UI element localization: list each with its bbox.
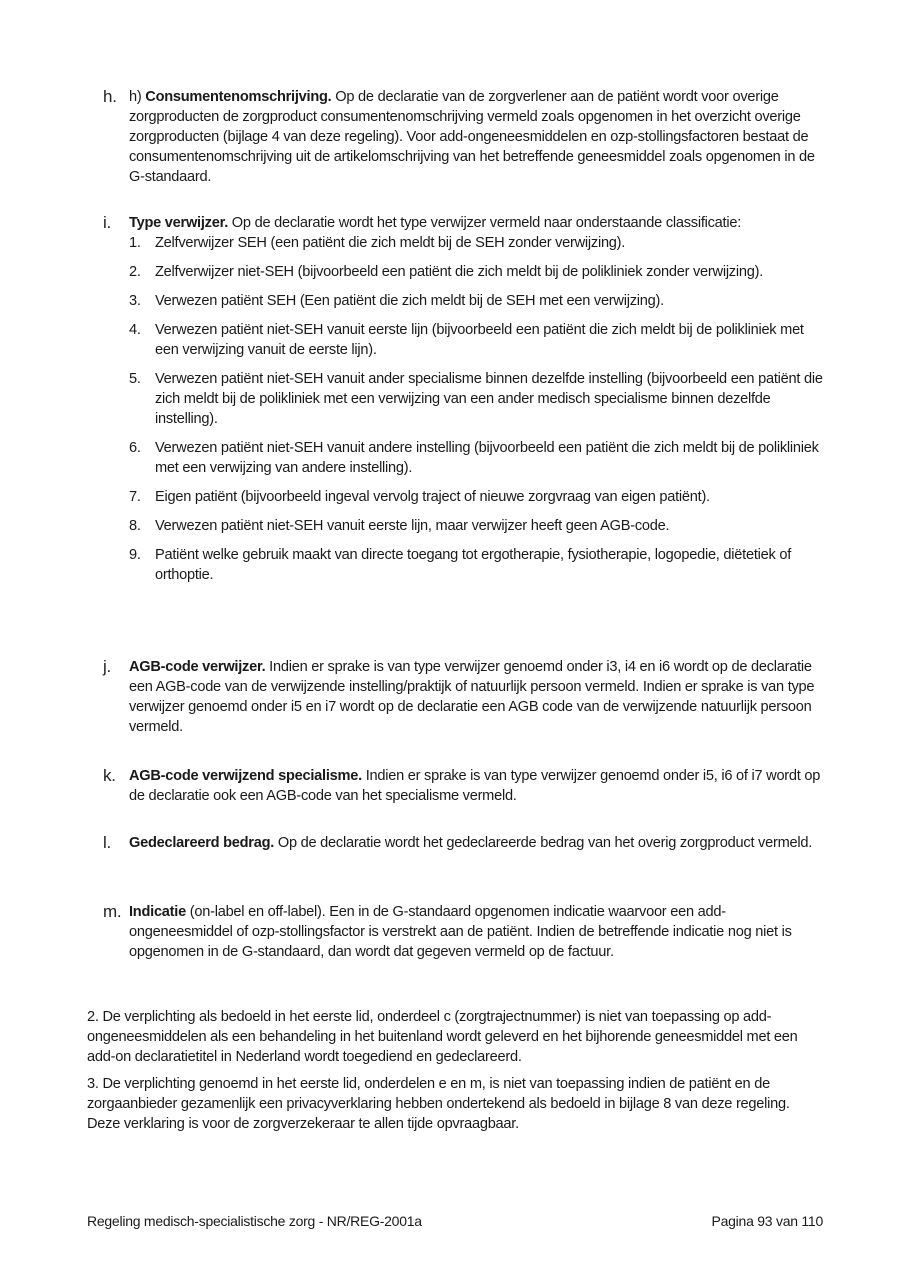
list-item	[129, 438, 823, 478]
list-item	[129, 545, 823, 585]
item-heading: AGB-code verwijzend specialisme.	[129, 768, 362, 784]
list-item	[129, 233, 823, 253]
list-number: 9.	[129, 547, 141, 563]
list-text: Verwezen patiënt niet-SEH vanuit eerste lijn, maar verwijzer heeft geen AGB-code.	[155, 518, 670, 534]
item-text: Indien er sprake is van type verwijzer genoemd onder i5, i6 of i7 wordt op de declaratie ook een AGB-code van het specialisme vermeld.	[129, 768, 821, 804]
list-text: Verwezen patiënt SEH (Een patiënt die zich meldt bij de SEH met een verwijzing).	[155, 293, 664, 309]
list-item	[129, 262, 823, 282]
item-heading: Consumentenomschrijving.	[145, 89, 332, 105]
item-text: Op de declaratie wordt het type verwijzer vermeld naar onderstaande classificatie:	[228, 215, 741, 231]
footer-page-number: Pagina 93 van 110	[711, 1213, 823, 1229]
item-heading: Type verwijzer.	[129, 215, 228, 231]
item-text: (on-label en off-label). Een in de G-standaard opgenomen indicatie waarvoor een add-ongeneesmiddel of ozp-stollingsfactor is verstrekt aan de patiënt. Indien de betreffende indicatie nog niet is opgenomen in de G-standaard, dan wordt dat gegeven vermeld op de factuur.	[129, 904, 792, 960]
footer-document-title: Regeling medisch-specialistische zorg - NR/REG-2001a	[87, 1213, 422, 1229]
list-number: 6.	[129, 440, 141, 456]
item-m	[103, 902, 823, 962]
list-text: Verwezen patiënt niet-SEH vanuit eerste lijn (bijvoorbeeld een patiënt die zich meldt bij de polikliniek met een verwijzing vanuit de eerste lijn).	[155, 322, 804, 358]
list-item	[129, 369, 823, 429]
list-number: 4.	[129, 322, 141, 338]
item-marker: m.	[103, 902, 122, 921]
item-h	[103, 87, 823, 187]
item-prefix: h)	[129, 89, 146, 105]
item-marker: i.	[103, 213, 111, 232]
paragraph-2: 2. De verplichting als bedoeld in het eerste lid, onderdeel c (zorgtrajectnummer) is niet van toepassing op add-ongeneesmiddelen als een behandeling in het buitenland wordt geleverd en het bijhorende geneesmiddel met een add-on declaratietitel in Nederland wordt toegediend en gedeclareerd.	[87, 1009, 798, 1065]
list-item	[129, 320, 823, 360]
list-item	[129, 516, 823, 536]
item-heading: Indicatie	[129, 904, 186, 920]
list-text: Zelfverwijzer SEH (een patiënt die zich meldt bij de SEH zonder verwijzing).	[155, 235, 626, 251]
item-marker: j.	[103, 657, 111, 676]
item-marker: l.	[103, 833, 111, 852]
list-item	[129, 487, 823, 507]
list-text: Patiënt welke gebruik maakt van directe toegang tot ergotherapie, fysiotherapie, logopedie, diëtetiek of orthoptie.	[155, 547, 791, 583]
list-number: 3.	[129, 293, 141, 309]
list-text: Eigen patiënt (bijvoorbeeld ingeval vervolg traject of nieuwe zorgvraag van eigen patiënt).	[155, 489, 710, 505]
item-l	[103, 833, 823, 853]
item-text: Indien er sprake is van type verwijzer genoemd onder i3, i4 en i6 wordt op de declaratie een AGB-code van de verwijzende instelling/praktijk of natuurlijk persoon vermeld. Indien er sprake is van type verwijzer genoemd onder i5 en i7 wordt op de declaratie een AGB code van de verwijzende natuurlijk persoon vermeld.	[129, 659, 815, 735]
item-heading: AGB-code verwijzer.	[129, 659, 266, 675]
item-marker: k.	[103, 766, 116, 785]
paragraph-3: 3. De verplichting genoemd in het eerste lid, onderdelen e en m, is niet van toepassing indien de patiënt en de zorgaanbieder gezamenlijk een privacyverklaring hebben ondertekend als bedoeld in bijlage 8 van deze regeling. Deze verklaring is voor de zorgverzekeraar te allen tijde opvraagbaar.	[87, 1076, 790, 1132]
list-number: 8.	[129, 518, 141, 534]
list-item	[129, 291, 823, 311]
item-text: Op de declaratie van de zorgverlener aan de patiënt wordt voor overige zorgproducten de zorgproduct consumentenomschrijving vermeld zoals opgenomen in het overzicht overige zorgproducten (bijlage 4 van deze regeling). Voor add-ongeneesmiddelen en ozp-stollingsfactoren bestaat de consumentenomschrijving uit de artikelomschrijving van het betreffende geneesmiddel zoals opgenomen in de G-standaard.	[129, 89, 815, 185]
list-number: 7.	[129, 489, 141, 505]
type-verwijzer-list	[129, 233, 823, 585]
item-marker: h.	[103, 87, 117, 106]
item-heading: Gedeclareerd bedrag.	[129, 835, 275, 851]
list-number: 2.	[129, 264, 141, 280]
item-text: Op de declaratie wordt het gedeclareerde bedrag van het overig zorgproduct vermeld.	[274, 835, 813, 851]
list-text: Verwezen patiënt niet-SEH vanuit ander specialisme binnen dezelfde instelling (bijvoorbeeld een patiënt die zich meldt bij de polikliniek met een verwijzing van een ander medisch specialisme binnen dezelfde instelling).	[155, 371, 823, 427]
list-number: 1.	[129, 235, 141, 251]
list-text: Verwezen patiënt niet-SEH vanuit andere instelling (bijvoorbeeld een patiënt die zich meldt bij de polikliniek met een verwijzing van andere instelling).	[155, 440, 819, 476]
item-i	[103, 213, 823, 594]
list-number: 5.	[129, 371, 141, 387]
list-text: Zelfverwijzer niet-SEH (bijvoorbeeld een patiënt die zich meldt bij de polikliniek zonder verwijzing).	[155, 264, 763, 280]
item-k	[103, 766, 823, 806]
item-j	[103, 657, 823, 737]
